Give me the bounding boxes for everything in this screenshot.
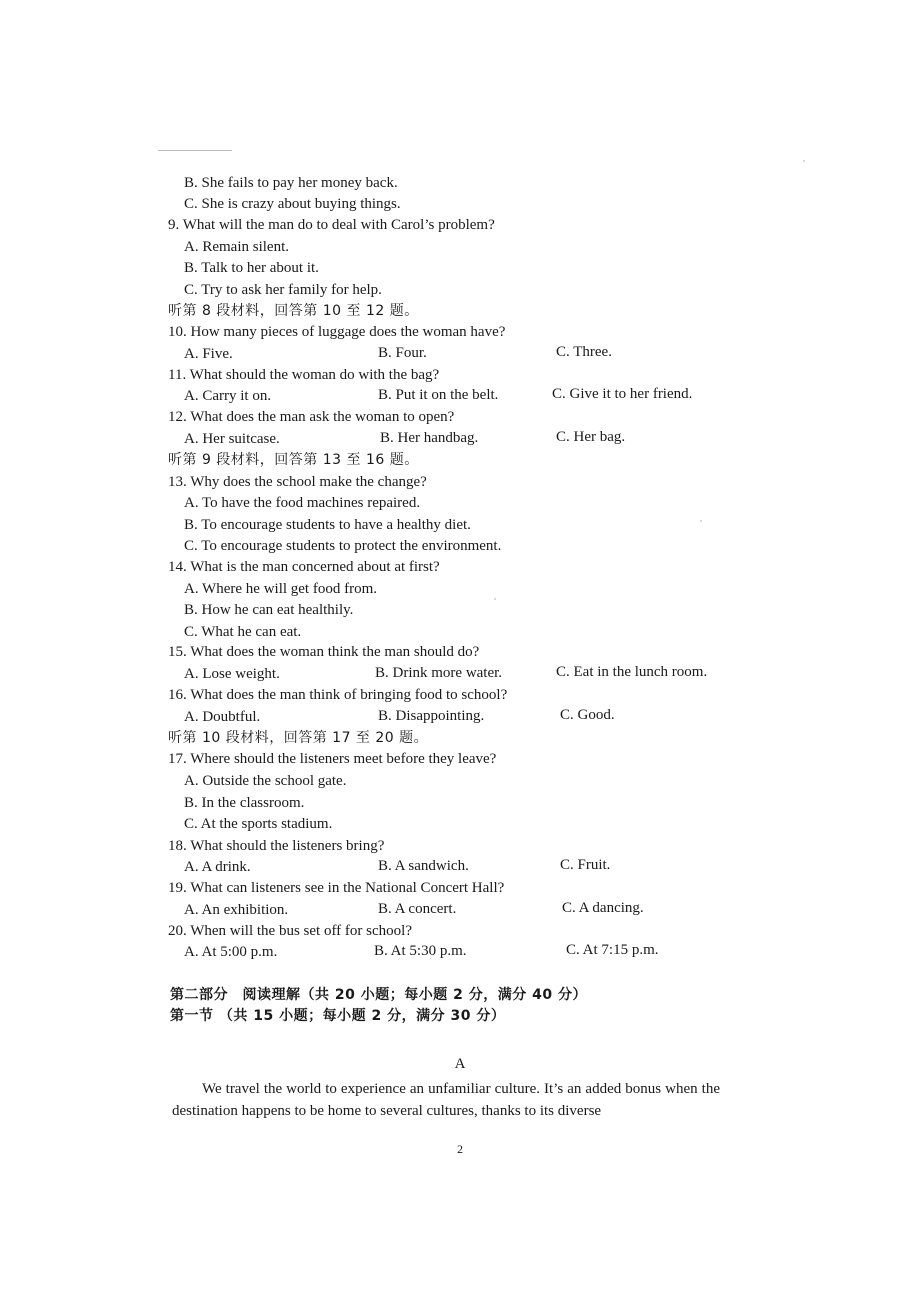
q12-option-c: C. Her bag. [556, 429, 626, 445]
q12-option-a: A. Her suitcase. [184, 431, 280, 447]
q14-question: 14. What is the man concerned about at first? [168, 559, 440, 575]
q15-option-b: B. Drink more water. [375, 665, 503, 681]
passage-text [172, 1078, 720, 1122]
q14-option-a: A. Where he will get food from. [184, 581, 378, 597]
passage-label: A [454, 1056, 466, 1072]
q20-option-c: C. At 7:15 p.m. [566, 942, 659, 958]
q13-option-b: B. To encourage students to have a healthy diet. [184, 517, 471, 533]
q9-question: 9. What will the man do to deal with Carol’s problem? [168, 217, 495, 233]
header-rule [158, 150, 232, 151]
q15-question: 15. What does the woman think the man should do? [168, 644, 480, 660]
q9-option-b: B. Talk to her about it. [184, 260, 319, 276]
page-number: 2 [457, 1142, 463, 1156]
scan-speck [803, 160, 805, 162]
q17-question: 17. Where should the listeners meet before they leave? [168, 751, 497, 767]
q15-option-c: C. Eat in the lunch room. [556, 664, 708, 680]
q19-question: 19. What can listeners see in the National Concert Hall? [168, 880, 505, 896]
q18-option-c: C. Fruit. [560, 857, 611, 873]
q11-question: 11. What should the woman do with the bag? [168, 367, 440, 383]
part2-heading: 第二部分 阅读理解（共 20 小题；每小题 2 分，满分 40 分） [170, 987, 587, 1003]
q15-option-a: A. Lose weight. [184, 666, 280, 682]
q8-option-c: C. She is crazy about buying things. [184, 196, 401, 212]
section1-heading: 第一节 （共 15 小题；每小题 2 分，满分 30 分） [170, 1008, 506, 1024]
q14-option-b: B. How he can eat healthily. [184, 602, 354, 618]
q10-option-b: B. Four. [378, 345, 427, 361]
q9-option-a: A. Remain silent. [184, 239, 289, 255]
scan-speck [494, 598, 496, 600]
q8-option-b: B. She fails to pay her money back. [184, 175, 398, 191]
q11-option-a: A. Carry it on. [184, 388, 272, 404]
q13-option-a: A. To have the food machines repaired. [184, 495, 421, 511]
section10-instruction: 听第 10 段材料，回答第 17 至 20 题。 [168, 730, 429, 746]
q20-option-a: A. At 5:00 p.m. [184, 944, 278, 960]
section8-instruction: 听第 8 段材料，回答第 10 至 12 题。 [168, 303, 419, 319]
q16-option-b: B. Disappointing. [378, 708, 485, 724]
q11-option-b: B. Put it on the belt. [378, 387, 499, 403]
q18-question: 18. What should the listeners bring? [168, 838, 385, 854]
q12-question: 12. What does the man ask the woman to open? [168, 409, 455, 425]
q19-option-a: A. An exhibition. [184, 902, 289, 918]
q18-option-a: A. A drink. [184, 859, 251, 875]
scan-speck [700, 520, 702, 522]
q12-option-b: B. Her handbag. [380, 430, 479, 446]
q16-option-c: C. Good. [560, 707, 615, 723]
q20-option-b: B. At 5:30 p.m. [374, 943, 467, 959]
q11-option-c: C. Give it to her friend. [552, 386, 693, 402]
q18-option-b: B. A sandwich. [378, 858, 469, 874]
q19-option-c: C. A dancing. [562, 900, 644, 916]
section9-instruction: 听第 9 段材料，回答第 13 至 16 题。 [168, 452, 419, 468]
q16-option-a: A. Doubtful. [184, 709, 261, 725]
q10-option-a: A. Five. [184, 346, 233, 362]
q19-option-b: B. A concert. [378, 901, 457, 917]
q10-option-c: C. Three. [556, 344, 612, 360]
q9-option-c: C. Try to ask her family for help. [184, 282, 382, 298]
q17-option-c: C. At the sports stadium. [184, 816, 333, 832]
q16-question: 16. What does the man think of bringing food to school? [168, 687, 508, 703]
q17-option-b: B. In the classroom. [184, 795, 305, 811]
q13-question: 13. Why does the school make the change? [168, 474, 427, 490]
q17-option-a: A. Outside the school gate. [184, 773, 347, 789]
q14-option-c: C. What he can eat. [184, 624, 302, 640]
passage-paragraph: We travel the world to experience an unfamiliar culture. It’s an added bonus when the destination happens to be home to several cultures, thanks to its diverse [172, 1081, 720, 1119]
q10-question: 10. How many pieces of luggage does the woman have? [168, 324, 506, 340]
q13-option-c: C. To encourage students to protect the environment. [184, 538, 502, 554]
q20-question: 20. When will the bus set off for school? [168, 923, 412, 939]
